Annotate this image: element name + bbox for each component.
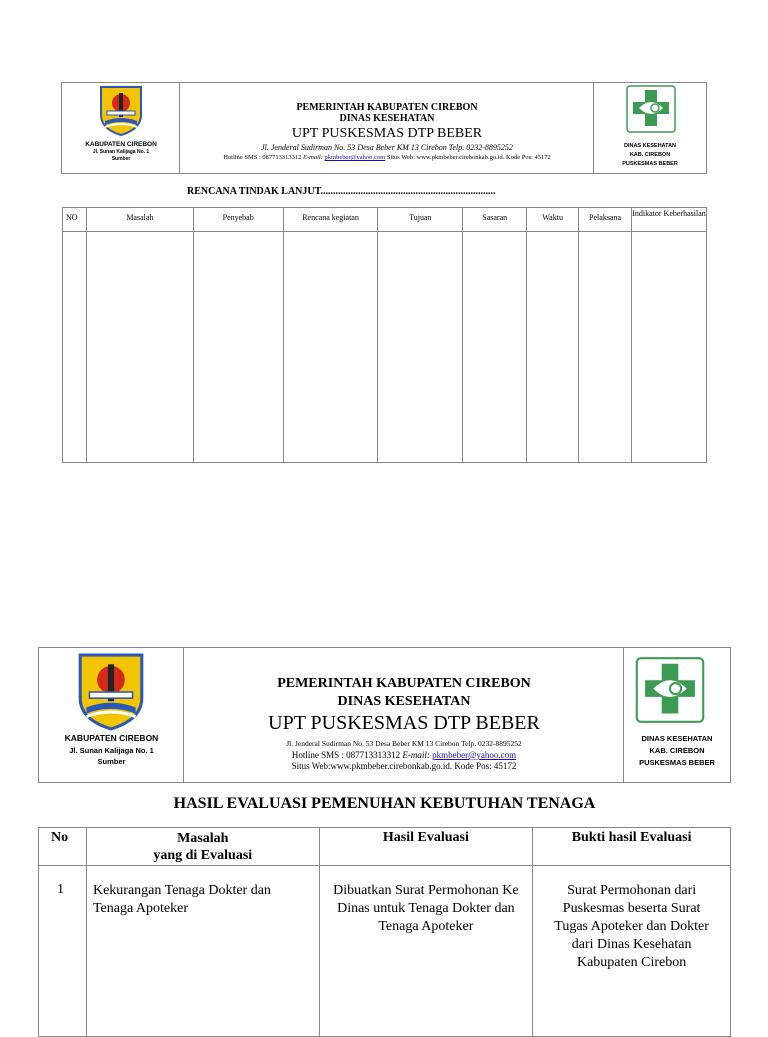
col-pelaksana: Pelaksana xyxy=(579,208,632,232)
address: Jl. Jenderal Sudirman No. 53 Desa Beber KM 13 Cirebon Telp. 0232-8895252 xyxy=(261,143,513,152)
letterhead-right-cell xyxy=(594,83,706,173)
col-hasil xyxy=(319,828,533,866)
left-name: KABUPATEN CIREBON xyxy=(64,733,159,743)
col-tujuan: Tujuan xyxy=(378,208,463,232)
left-addr2: Sumber xyxy=(97,757,126,766)
col-penyebab: Penyebab xyxy=(193,208,283,232)
row-no: 1 xyxy=(39,866,87,1037)
page2-title: HASIL EVALUASI PEMENUHAN KEBUTUHAN TENAGA xyxy=(173,795,596,812)
left-name: KABUPATEN CIREBON xyxy=(85,141,157,148)
letterhead-1 xyxy=(61,82,707,174)
col-rencana: Rencana kegiatan xyxy=(283,208,378,232)
row-bukti: Surat Permohonan dari Puskesmas beserta Surat Tugas Apoteker dan Dokter dari Dinas Kesehatan Kabupaten Cirebon xyxy=(533,866,731,1037)
left-addr1: Jl. Sunan Kalijaga No. 1 xyxy=(69,746,154,755)
unit-title: UPT PUSKESMAS DTP BEBER xyxy=(268,712,540,734)
email-label: E-mail: xyxy=(303,154,323,161)
kabupaten-emblem-icon xyxy=(71,652,151,732)
col-waktu: Waktu xyxy=(527,208,579,232)
row-masalah: Kekurangan Tenaga Dokter dan Tenaga Apoteker xyxy=(86,866,319,1037)
right-line2: KAB. CIREBON xyxy=(629,152,671,158)
right-line1: DINAS KESEHATAN xyxy=(641,734,713,743)
dinkes-logo-icon xyxy=(625,84,677,134)
col-bukti xyxy=(533,828,731,866)
dept-title: DINAS KESEHATAN xyxy=(337,694,471,709)
letterhead-center-cell xyxy=(184,648,624,782)
dept-title: DINAS KESEHATAN xyxy=(339,113,435,124)
letterhead-left-cell xyxy=(39,648,184,782)
email-label: E-mail: xyxy=(402,750,430,760)
contact-line xyxy=(180,154,594,161)
email-link[interactable]: pkmbeber@yahoo.com xyxy=(324,154,386,161)
col-sasaran: Sasaran xyxy=(463,208,527,232)
col-hasil-label: Hasil Evaluasi xyxy=(382,830,469,845)
col-no: NO xyxy=(63,208,87,232)
dinkes-logo-icon xyxy=(634,650,706,730)
address: Jl. Jenderal Sudirman No. 53 Desa Beber KM 13 Cirebon Telp. 0232-8895252 xyxy=(286,739,522,748)
right-line1: DINAS KESEHATAN xyxy=(623,143,677,149)
letterhead-right-cell xyxy=(624,648,730,782)
col-masalah: Masalah xyxy=(86,208,193,232)
table-row xyxy=(39,866,731,1037)
col-masalah-line2: yang di Evaluasi xyxy=(153,848,253,863)
hotline: Hotline SMS : 087713313312 xyxy=(223,154,302,161)
website: Situs Web: www.pkmbeber.cirebonkab.go.id. Kode Pos: 45172 xyxy=(386,154,551,161)
row-hasil: Dibuatkan Surat Permohonan Ke Dinas untuk Tenaga Dokter dan Tenaga Apoteker xyxy=(319,866,533,1037)
contact-line xyxy=(184,750,624,760)
col-no-label: No xyxy=(51,830,69,845)
letterhead-center-cell xyxy=(180,83,594,173)
col-indikator: Indikator Keberhasilan xyxy=(632,208,707,232)
left-addr2: Sumber xyxy=(111,156,131,162)
left-addr1: Jl. Sunan Kalijaga No. 1 xyxy=(92,149,150,155)
right-line2: KAB. CIREBON xyxy=(649,746,705,755)
kabupaten-emblem-icon xyxy=(97,85,145,137)
evaluasi-table xyxy=(38,827,731,1037)
col-no xyxy=(39,828,87,866)
website: Situs Web:www.pkmbeber.cirebonkab.go.id. Kode Pos: 45172 xyxy=(291,761,517,771)
letterhead-left-cell xyxy=(62,83,180,173)
letterhead-2 xyxy=(38,647,731,783)
col-masalah xyxy=(86,828,319,866)
right-line3: PUSKESMAS BEBER xyxy=(639,758,715,767)
col-bukti-label: Bukti hasil Evaluasi xyxy=(571,830,692,845)
unit-title: UPT PUSKESMAS DTP BEBER xyxy=(291,126,483,141)
email-link[interactable]: pkmbeber@yahoo.com xyxy=(432,750,517,760)
hotline: Hotline SMS : 087713313312 xyxy=(291,750,401,760)
gov-title: PEMERINTAH KABUPATEN CIREBON xyxy=(296,102,478,113)
right-line3: PUSKESMAS BEBER xyxy=(622,161,678,167)
col-masalah-line1: Masalah xyxy=(177,831,229,846)
page1-title: RENCANA TINDAK LANJUT...................................................................... xyxy=(187,186,496,197)
table-row xyxy=(63,232,707,463)
rencana-table xyxy=(62,207,707,463)
gov-title: PEMERINTAH KABUPATEN CIREBON xyxy=(277,676,531,691)
